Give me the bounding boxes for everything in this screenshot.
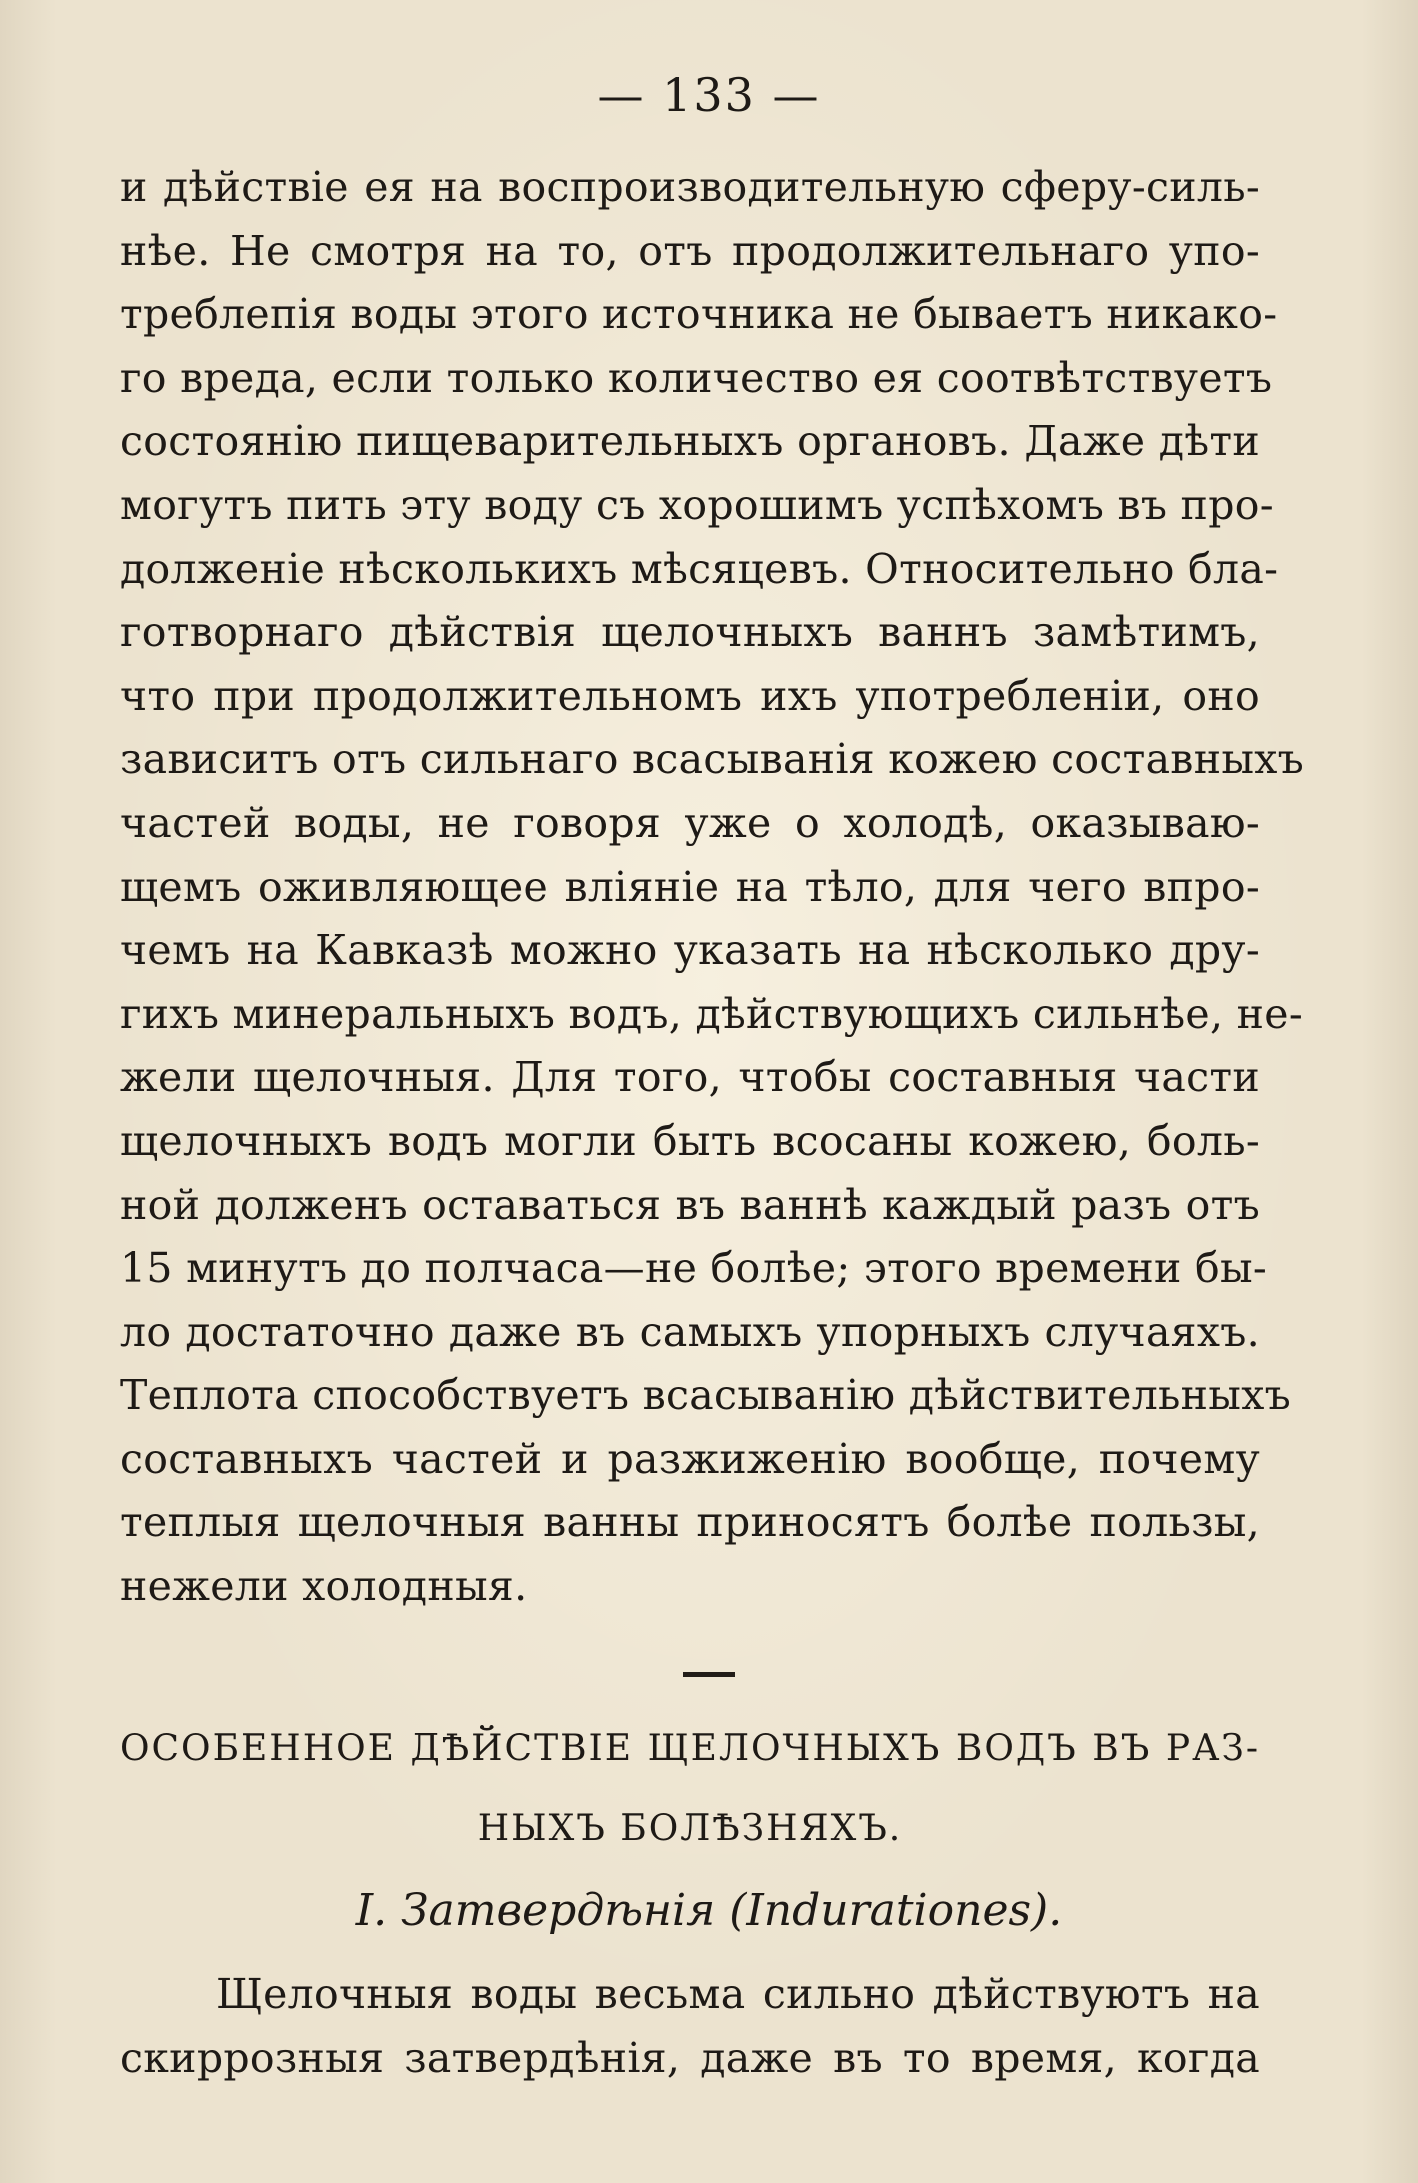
text-line: что при продолжительномъ ихъ употребленіи, оно <box>120 671 1260 720</box>
text-line: нѣе. Не смотря на то, отъ продолжительнаго упо- <box>120 226 1260 275</box>
text-line: зависитъ отъ сильнаго всасыванія кожею составныхъ <box>120 735 1305 784</box>
text-line: ло достаточно даже въ самыхъ упорныхъ случаяхъ. <box>120 1307 1260 1356</box>
text-line: 15 минутъ до полчаса—не болѣе; этого времени бы- <box>120 1244 1268 1293</box>
text-line: нежели холодныя. <box>120 1562 528 1611</box>
text-line: состоянію пищеварительныхъ органовъ. Даже дѣти <box>120 417 1260 466</box>
section-divider <box>683 1672 735 1677</box>
text-line: теплыя щелочныя ванны приносятъ болѣе пользы, <box>120 1498 1260 1547</box>
body-paragraph <box>120 156 1305 1619</box>
text-line: треблепія воды этого источника не бываетъ никако- <box>120 290 1278 339</box>
section-heading-continued: НЫХЪ БОЛѢЗНЯХЪ. <box>477 1808 903 1849</box>
text-line: жели щелочныя. Для того, чтобы составныя части <box>120 1053 1260 1102</box>
subsection-title: I. Затвердѣнія (Indurationes). <box>355 1885 1063 1936</box>
text-line: и дѣйствіе ея на воспроизводительную сферу-силь- <box>120 163 1260 211</box>
text-line: ной долженъ оставаться въ ваннѣ каждый разъ отъ <box>120 1180 1260 1229</box>
page-number: — 133 — <box>597 68 821 122</box>
text-line: могутъ пить эту воду съ хорошимъ успѣхомъ въ про- <box>120 480 1274 529</box>
text-line: Щелочныя воды весьма сильно дѣйствуютъ на <box>216 1970 1260 2018</box>
text-line: скиррозныя затвердѣнія, даже въ то время, когда <box>120 2033 1260 2082</box>
text-line: чемъ на Кавказѣ можно указать на нѣсколько дру- <box>120 926 1260 975</box>
text-line: гихъ минеральныхъ водъ, дѣйствующихъ сильнѣе, не- <box>120 989 1303 1038</box>
text-line: щелочныхъ водъ могли быть всосаны кожею, боль- <box>120 1116 1260 1165</box>
text-line: Теплота способствуетъ всасыванію дѣйствительныхъ <box>120 1371 1292 1420</box>
text-line: щемъ оживляющее вліяніе на тѣло, для чего впро- <box>120 862 1260 911</box>
text-line: долженіе нѣсколькихъ мѣсяцевъ. Относительно бла- <box>120 544 1279 593</box>
text-line: частей воды, не говоря уже о холодѣ, оказываю- <box>120 798 1260 847</box>
text-line: го вреда, если только количество ея соотвѣтствуетъ <box>120 353 1273 402</box>
text-line: готворнаго дѣйствія щелочныхъ ваннъ замѣтимъ, <box>120 608 1260 657</box>
text-line: составныхъ частей и разжиженію вообще, почему <box>120 1434 1260 1483</box>
body-paragraph <box>120 1963 1260 2090</box>
section-heading: ОСОБЕННОЕ ДѢЙСТВІЕ ЩЕЛОЧНЫХЪ ВОДЪ ВЪ РАЗ- <box>120 1728 1260 1769</box>
